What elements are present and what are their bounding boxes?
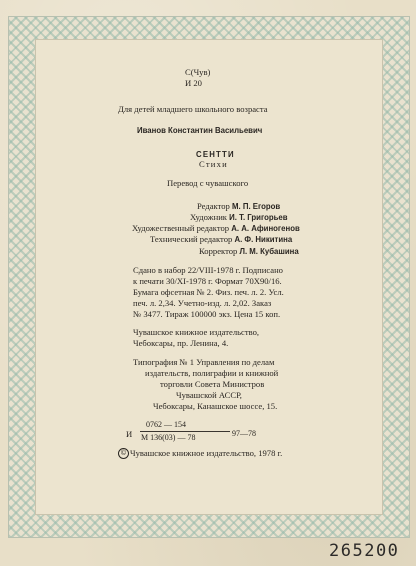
credit-editor <box>197 201 280 212</box>
index-letter: И <box>126 429 133 439</box>
copyright-icon: © <box>118 448 129 459</box>
print-details-line: Бумага офсетная № 2. Физ. печ. л. 2. Усл. <box>133 287 284 297</box>
credit-role: Технический редактор <box>150 234 233 244</box>
credit-proofreader <box>199 246 299 257</box>
credit-name: А. Ф. Никитина <box>234 235 293 244</box>
classification-code: С(Чув) <box>185 67 211 77</box>
fraction-bar <box>140 431 230 432</box>
printer-line: Типография № 1 Управления по делам <box>133 357 275 367</box>
print-details-line: к печати 30/XI-1978 г. Формат 70Х90/16. <box>133 276 282 286</box>
credit-name: И. Т. Григорьев <box>229 213 288 222</box>
credit-role: Художник <box>190 212 227 222</box>
credit-role: Корректор <box>199 246 238 256</box>
audience-note: Для детей младшего школьного возраста <box>118 104 268 114</box>
printer-line: Чебоксары, Канашское шоссе, 15. <box>153 401 278 411</box>
classification-index: И 20 <box>185 78 202 88</box>
printer-line: Чувашской АССР, <box>176 390 242 400</box>
credit-tech-editor <box>150 234 292 245</box>
credit-role: Редактор <box>197 201 230 211</box>
credit-role: Художественный редактор <box>132 223 230 233</box>
print-details-line: Сдано в набор 22/VIII-1978 г. Подписано <box>133 265 283 275</box>
book-genre: Стихи <box>199 159 228 169</box>
print-details-line: печ. л. 2,34. Учетно-изд. л. 2,02. Заказ <box>133 298 272 308</box>
credit-name: М. П. Егоров <box>232 202 281 211</box>
credit-name: Л. М. Кубашина <box>239 247 299 256</box>
printer-line: торговли Совета Министров <box>160 379 265 389</box>
translation-note: Перевод с чувашского <box>167 178 249 188</box>
index-denominator: М 136(03) — 78 <box>141 433 196 442</box>
credit-art-editor <box>132 223 300 234</box>
publisher-line: Чебоксары, пр. Ленина, 4. <box>133 338 229 348</box>
credit-artist <box>190 212 288 223</box>
index-suffix: 97—78 <box>232 429 256 438</box>
printer-line: издательств, полиграфии и книжной <box>145 368 279 378</box>
book-title: СЕНТТИ <box>196 150 235 159</box>
inventory-number-stamp: 265200 <box>329 541 400 561</box>
copyright-text: Чувашское книжное издательство, 1978 г. <box>130 448 283 458</box>
author-name: Иванов Константин Васильевич <box>137 126 263 135</box>
credit-name: А. А. Афиногенов <box>231 224 300 233</box>
print-details-line: № 3477. Тираж 100000 экз. Цена 15 коп. <box>133 309 281 319</box>
publisher-line: Чувашское книжное издательство, <box>133 327 260 337</box>
index-numerator: 0762 — 154 <box>146 420 186 429</box>
